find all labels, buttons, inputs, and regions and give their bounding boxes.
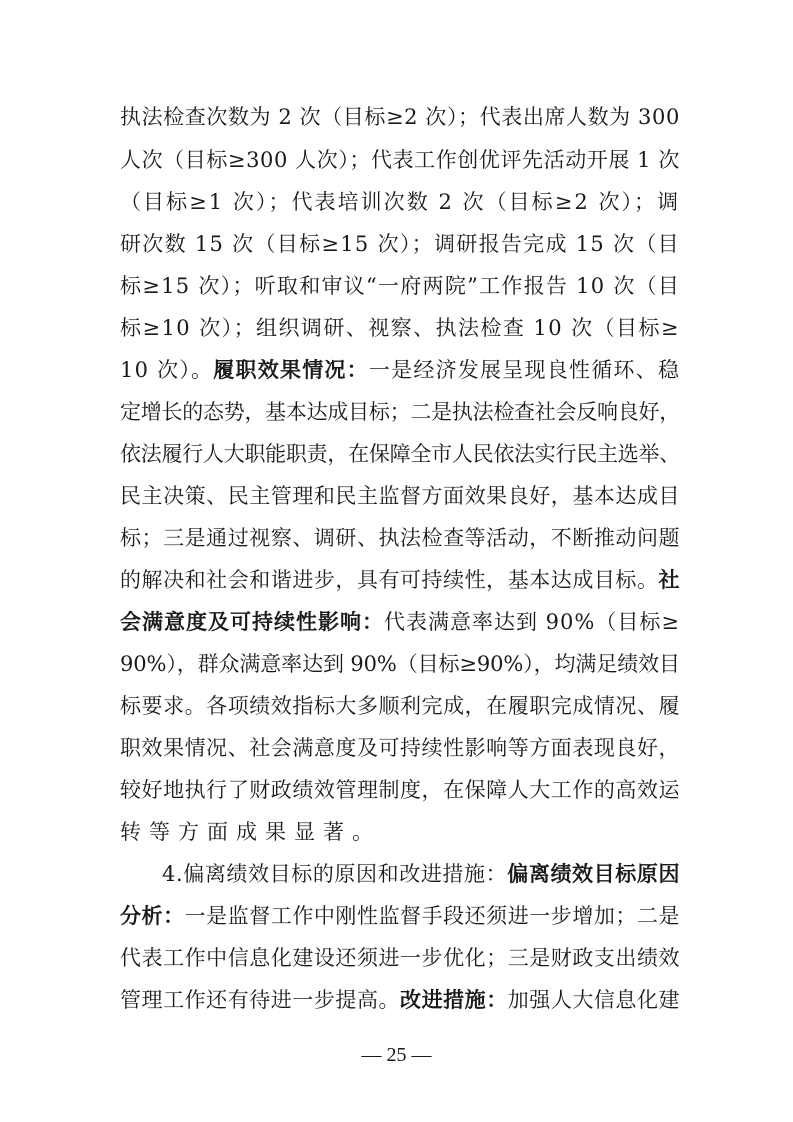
text-line <box>120 686 680 726</box>
text-run: 标≥10 次）；组织调研、视察、执法检查 10 次（目标≥ <box>120 316 680 340</box>
text-run: 执法检查次数为 2 次（目标≥2 次）；代表出席人数为 300 <box>120 105 680 129</box>
text-run: 90%），群众满意率达到 90%（目标≥90%），均满足绩效目 <box>120 652 680 676</box>
text-line <box>120 350 680 390</box>
text-run: （目标≥1 次）；代表培训次数 2 次（目标≥2 次）；调 <box>120 190 680 214</box>
text-line <box>120 392 680 432</box>
text-run: 标要求。各项绩效指标大多顺利完成，在履职完成情况、履 <box>120 694 680 718</box>
text-line <box>120 602 680 642</box>
text-run: 一是监督工作中刚性监督手段还须进一步增加；二是 <box>184 904 680 928</box>
text-line <box>120 728 680 768</box>
bold-heading: 履职效果情况： <box>213 357 369 382</box>
bold-heading: 改进措施： <box>400 987 508 1012</box>
text-run: 代表满意率达到 90%（目标≥ <box>384 610 680 634</box>
text-line <box>120 140 680 180</box>
text-line <box>120 476 680 516</box>
page-number: — 25 — <box>361 1044 432 1066</box>
text-line <box>120 812 680 852</box>
text-line <box>120 560 680 600</box>
text-line <box>120 97 680 137</box>
text-line <box>120 518 680 558</box>
text-line <box>162 854 680 894</box>
text-run: 4.偏离绩效目标的原因和改进措施： <box>162 862 508 886</box>
text-run: 转等方面成果显著。 <box>120 820 381 844</box>
text-run: 标；三是通过视察、调研、执法检查等活动，不断推动问题 <box>120 526 680 550</box>
text-run: 的解决和社会和谐进步，具有可持续性，基本达成目标。 <box>120 568 659 592</box>
bold-heading: 偏离绩效目标原因 <box>507 861 680 886</box>
text-run: 较好地执行了财政绩效管理制度，在保障人大工作的高效运 <box>120 778 680 802</box>
text-line <box>120 896 680 936</box>
text-line <box>120 266 680 306</box>
text-run: 民主决策、民主管理和民主监督方面效果良好，基本达成目 <box>120 484 680 508</box>
text-run: 标≥15 次）；听取和审议“一府两院”工作报告 10 次（目 <box>120 274 680 298</box>
text-line <box>120 938 680 978</box>
text-run: 10 次）。 <box>120 358 214 382</box>
text-run: 职效果情况、社会满意度及可持续性影响等方面表现良好， <box>120 736 680 760</box>
text-line <box>120 434 680 474</box>
text-line <box>120 644 680 684</box>
bold-heading: 会满意度及可持续性影响： <box>120 609 384 634</box>
text-line <box>120 182 680 222</box>
text-run: 研次数 15 次（目标≥15 次）；调研报告完成 15 次（目 <box>120 232 680 256</box>
text-run: 管理工作还有待进一步提高。 <box>120 988 401 1012</box>
text-line <box>120 770 680 810</box>
text-run: 代表工作中信息化建设还须进一步优化；三是财政支出绩效 <box>120 946 680 970</box>
text-run: 定增长的态势，基本达成目标；二是执法检查社会反响良好， <box>120 400 680 424</box>
text-line <box>120 980 680 1020</box>
text-run: 加强人大信息化建 <box>507 988 680 1012</box>
text-run: 人次（目标≥300 人次）；代表工作创优评先活动开展 1 次 <box>120 148 680 172</box>
text-run: 依法履行人大职能职责，在保障全市人民依法实行民主选举、 <box>120 442 680 466</box>
text-line <box>120 224 680 264</box>
text-run: 一是经济发展呈现良性循环、稳 <box>368 358 680 382</box>
bold-heading: 分析： <box>120 903 185 928</box>
text-line <box>120 308 680 348</box>
bold-heading: 社 <box>658 567 680 592</box>
